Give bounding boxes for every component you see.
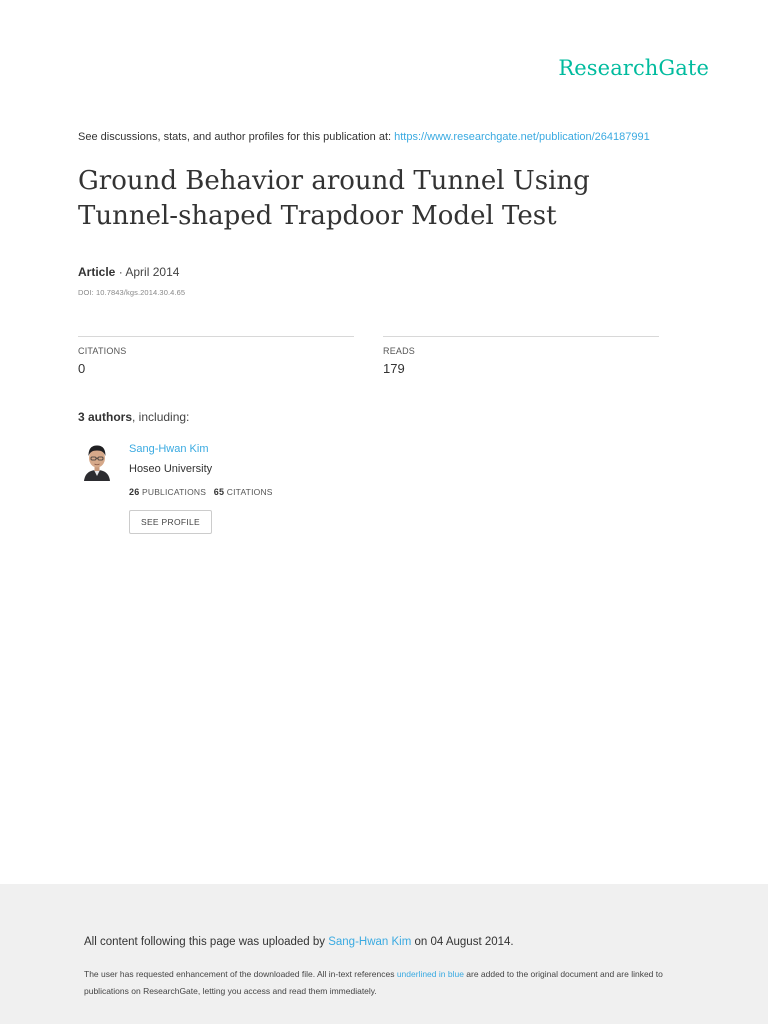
citations-stat — [78, 336, 354, 376]
upload-suffix: on 04 August 2014. — [411, 936, 514, 948]
doi-text: DOI: 10.7843/kgs.2014.30.4.65 — [78, 288, 186, 297]
publications-count: 26 — [129, 487, 140, 497]
footer-panel — [0, 884, 768, 1024]
author-citations-label: CITATIONS — [226, 487, 273, 497]
divider — [383, 336, 659, 337]
author-name-link[interactable]: Sang-Hwan Kim — [129, 443, 209, 455]
enhancement-note — [84, 966, 684, 1000]
author-institution: Hoseo University — [129, 463, 213, 475]
underlined-in-blue-link[interactable]: underlined in blue — [396, 969, 464, 979]
discussion-text: See discussions, stats, and author profiles for this publication at: — [78, 131, 395, 143]
upload-prefix: All content following this page was uploaded by — [84, 936, 329, 948]
reads-value: 179 — [383, 361, 405, 376]
uploader-link[interactable]: Sang-Hwan Kim — [328, 936, 412, 948]
citations-label: CITATIONS — [78, 346, 127, 356]
note-prefix: The user has requested enhancement of the downloaded file. All in-text references — [84, 969, 397, 979]
reads-stat — [383, 336, 659, 376]
divider — [78, 336, 354, 337]
publication-url-link[interactable]: https://www.researchgate.net/publication/264187991 — [394, 131, 650, 143]
publication-date: April 2014 — [125, 265, 180, 279]
see-profile-button[interactable]: SEE PROFILE — [129, 510, 212, 534]
citations-value: 0 — [78, 361, 86, 376]
publication-type: Article — [78, 265, 116, 279]
article-meta — [78, 265, 179, 279]
reads-label: READS — [383, 346, 416, 356]
date-separator: · — [115, 265, 126, 279]
author-stats — [129, 487, 273, 497]
authors-count: 3 authors — [78, 410, 133, 424]
publication-title: Ground Behavior around Tunnel Using Tunnel-shaped Trapdoor Model Test — [78, 166, 590, 231]
avatar-image — [81, 443, 113, 481]
authors-including: , including: — [132, 410, 190, 424]
researchgate-logo[interactable]: ResearchGate — [558, 56, 709, 80]
person-photo-icon[interactable] — [81, 443, 113, 481]
upload-notice — [84, 936, 514, 948]
author-citations-count: 65 — [213, 487, 225, 497]
authors-heading — [78, 410, 189, 424]
publications-label: PUBLICATIONS — [141, 487, 207, 497]
note-suffix: are added to the original document and are linked to publications on ResearchGate, letting you access and read them immediately. — [84, 969, 663, 996]
publication-source-line — [78, 131, 718, 143]
